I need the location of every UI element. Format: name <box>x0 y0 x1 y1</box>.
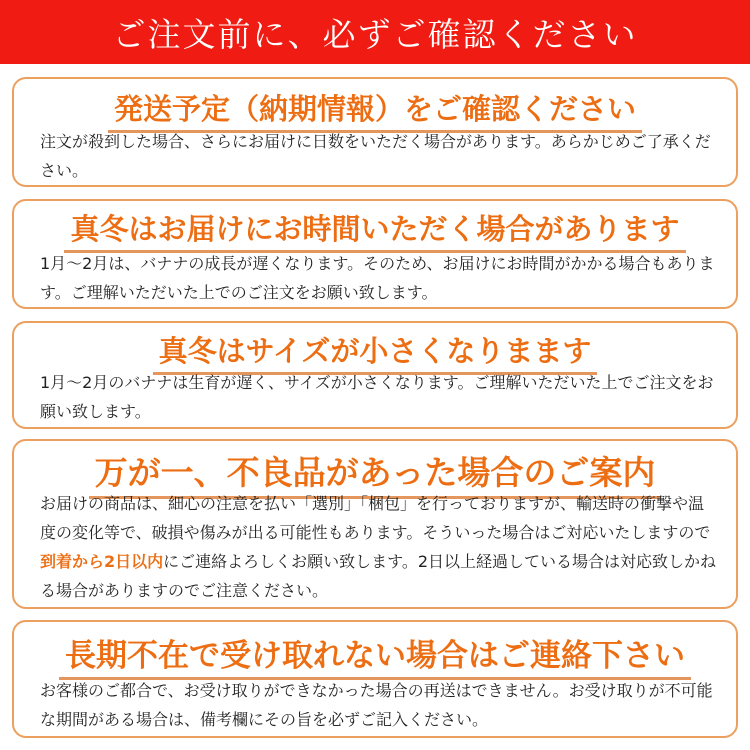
notice-body: お客様のご都合で、お受け取りができなかった場合の再送はできません。お受け取りが不可能な期間がある場合は、備考欄にその旨を必ずご記入ください。 <box>40 681 713 729</box>
notice-body-text: にご連絡よろしくお願い致します。2日以上経過している場合は対応致しかねる場合がありますのでご注意ください。 <box>40 552 717 600</box>
banner-title: ご注文前に、必ずご確認ください <box>112 14 638 54</box>
notice-body: 1月～2月は、バナナの成長が遅くなります。そのため、お届けにお時間がかかる場合もあります。ご理解いただいた上でのご注文をお願い致します。 <box>40 254 715 302</box>
notice-heading <box>14 630 736 680</box>
notice-winter-size <box>12 321 738 429</box>
notice-body: 1月～2月のバナナは生育が遅く、サイズが小さくなります。ご理解いただいた上でご注文をお願い致します。 <box>40 373 714 421</box>
notice-heading-text: 真冬はサイズが小さくなりまます <box>153 329 598 375</box>
notice-heading-text: 真冬はお届けにお時間いただく場合があります <box>64 207 685 253</box>
notice-deadline-highlight: 到着から2日以内 <box>40 552 164 571</box>
notice-body-text: お届けの商品は、細心の注意を払い「選別」「梱包」を行っておりますが、輸送時の衝撃や温度の変化等で、破損や傷みが出る可能性もあります。そういった場合はご対応いたしますので <box>40 494 711 542</box>
notice-defective-items <box>12 439 738 609</box>
header-banner <box>0 0 750 64</box>
notice-long-absence <box>12 620 738 738</box>
notice-body: 注文が殺到した場合、さらにお届けに日数をいただく場合があります。あらかじめご了承ください。 <box>40 132 711 180</box>
notice-heading-text: 万が一、不良品があった場合のご案内 <box>89 447 662 499</box>
notice-heading-text: 長期不在で受け取れない場合はご連絡下さい <box>59 630 691 680</box>
notice-winter-delivery <box>12 199 738 309</box>
notice-delivery-schedule <box>12 77 738 187</box>
notice-heading-text: 発送予定（納期情報）をご確認ください <box>108 87 642 133</box>
notice-body <box>40 489 718 605</box>
notice-heading <box>14 207 736 253</box>
